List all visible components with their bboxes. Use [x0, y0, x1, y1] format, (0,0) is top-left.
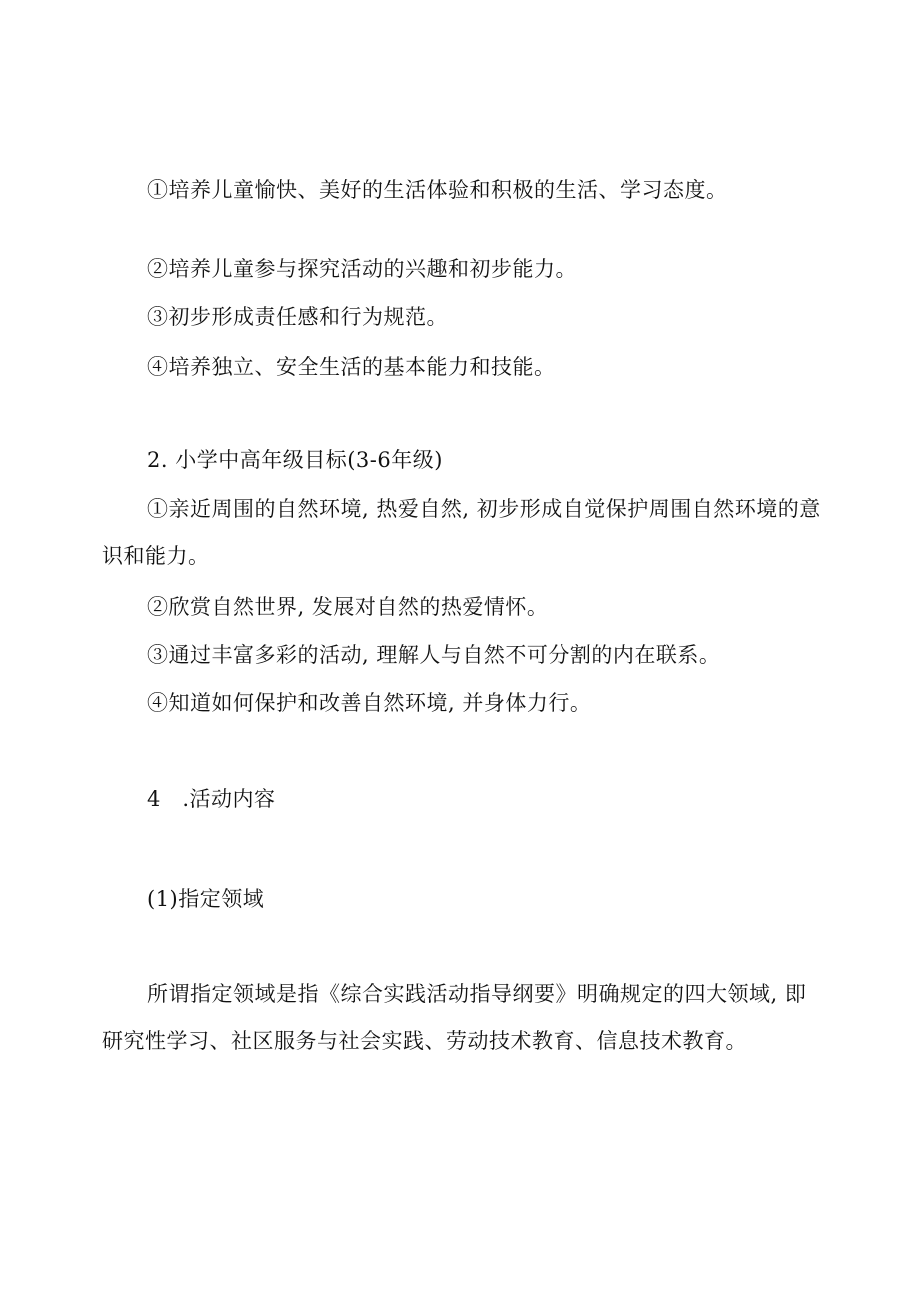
- goal-lower-4: ④培养独立、安全生活的基本能力和技能。: [147, 355, 556, 379]
- goal-upper-3: ③通过丰富多彩的活动, 理解人与自然不可分割的内在联系。: [147, 643, 721, 667]
- goal-lower-1: ①培养儿童愉快、美好的生活体验和积极的生活、学习态度。: [147, 178, 728, 202]
- section-heading-upper-grades: 2. 小学中高年级目标(3-6年级): [147, 448, 443, 472]
- section-heading-activity-content: 4 .活动内容: [147, 787, 276, 811]
- goal-upper-2: ②欣赏自然世界, 发展对自然的热爱情怀。: [147, 595, 549, 619]
- subsection-heading-designated-areas: (1)指定领域: [147, 887, 265, 911]
- paragraph-line2: 研究性学习、社区服务与社会实践、劳动技术教育、信息技术教育。: [102, 1029, 747, 1053]
- goal-upper-4: ④知道如何保护和改善自然环境, 并身体力行。: [147, 691, 592, 715]
- goal-upper-1-line1: ①亲近周围的自然环境, 热爱自然, 初步形成自觉保护周围自然环境的意: [147, 497, 821, 521]
- goal-lower-2: ②培养儿童参与探究活动的兴趣和初步能力。: [147, 257, 577, 281]
- goal-upper-1-line2: 识和能力。: [102, 544, 210, 568]
- paragraph-line1: 所谓指定领域是指《综合实践活动指导纲要》明确规定的四大领域, 即: [147, 982, 807, 1006]
- goal-lower-3: ③初步形成责任感和行为规范。: [147, 305, 448, 329]
